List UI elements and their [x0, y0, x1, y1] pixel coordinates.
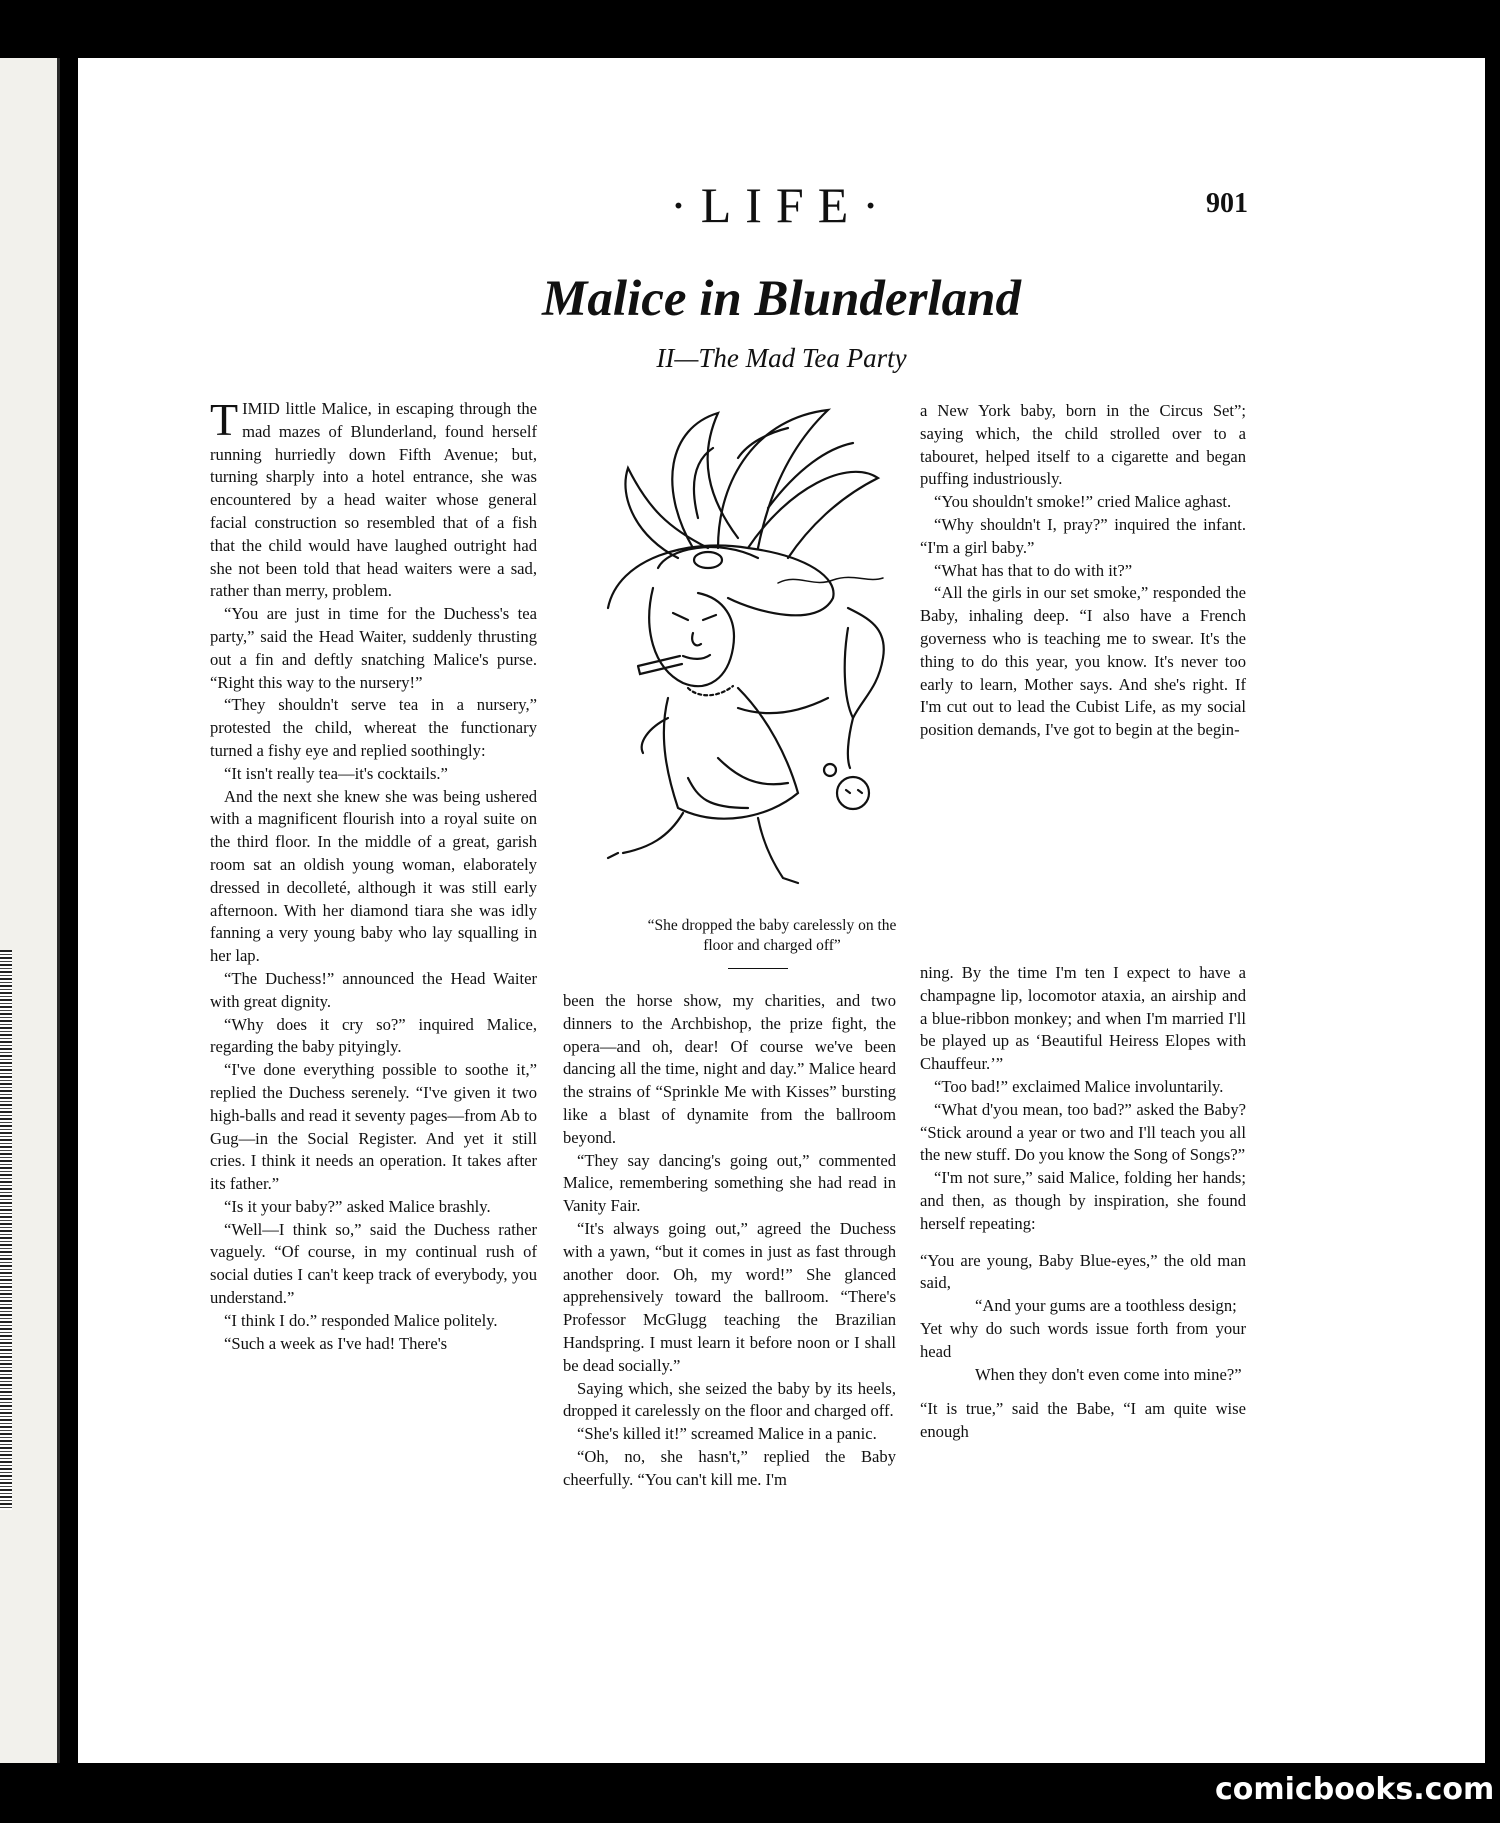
paragraph: “Too bad!” exclaimed Malice involuntarily.	[934, 1076, 1224, 1096]
watermark: comicbooks.com	[1215, 1772, 1495, 1807]
paragraph: “Well—I think so,” said the Duchess rather vaguely. “Of course, in my continual rush of social duties I can't keep track of everybody, you understand.”	[210, 1219, 537, 1308]
duchess-illustration	[598, 398, 898, 908]
column-3-bottom	[920, 962, 1246, 1444]
page-gutter	[57, 58, 60, 1763]
paragraph: “I think I do.” responded Malice politely.	[224, 1310, 498, 1330]
paragraph: “Such a week as I've had! There's	[224, 1333, 448, 1353]
verse-line: When they don't even come into mine?”	[975, 1364, 1242, 1384]
paragraph: “They say dancing's going out,” commented Malice, remembering something she had read in Vanity Fair.	[563, 1150, 896, 1216]
drop-cap: T	[210, 394, 239, 445]
verse-line: “You are young, Baby Blue-eyes,” the old man said,	[920, 1250, 1246, 1293]
paragraph: been the horse show, my charities, and two dinners to the Archbishop, the prize fight, the opera—and oh, dear! Of course we've been dancing all the time, night and day.” Malice heard the strains of “Sprinkle Me with Kisses” bursting like a blast of dynamite from the ballroom beyond.	[563, 991, 896, 1147]
opening-paragraph	[210, 394, 537, 603]
masthead	[78, 176, 1485, 234]
article-title: Malice in Blunderland	[542, 271, 1021, 327]
article-subtitle: II—The Mad Tea Party	[656, 343, 907, 373]
paragraph: “They shouldn't serve tea in a nursery,” protested the child, whereat the functionary turned a fishy eye and replied soothingly:	[210, 695, 537, 760]
opening-text: IMID little Malice, in escaping through the mad mazes of Blunderland, found herself running hurriedly down Fifth Avenue; but, turning sharply into a hotel entrance, she was encountered by a head waiter whose general facial construction so resembled that of a fish that the child would have laughed outright had she not been told that head waiters were a sad, rather than merry, problem.	[210, 399, 537, 601]
paragraph: Saying which, she seized the baby by its heels, dropped it carelessly on the floor and charged off.	[563, 1378, 896, 1421]
paragraph: “What d'you mean, too bad?” asked the Baby? “Stick around a year or two and I'll teach you all the new stuff. Do you know the Song of Songs?”	[920, 1099, 1246, 1165]
scan-ruler	[0, 950, 12, 1510]
masthead-dot-left: ·	[670, 177, 701, 233]
masthead-name: LIFE	[700, 177, 863, 233]
paragraph: “All the girls in our set smoke,” responded the Baby, inhaling deep. “I also have a French governess who is teaching me to swear. It's the thing to do this year, you know. It's never too early to learn, Mother says. And she's right. If I'm cut out to lead the Cubist Life, as my social position demands, I've got to begin at the begin-	[920, 583, 1246, 740]
column-2	[563, 990, 896, 1492]
paragraph: “What has that to do with it?”	[934, 560, 1133, 580]
caption-divider	[728, 968, 788, 969]
verse-line: Yet why do such words issue forth from your head	[920, 1318, 1246, 1361]
masthead-dot-right: ·	[862, 177, 893, 233]
paragraph: “I've done everything possible to soothe it,” replied the Duchess serenely. “I've given it two high-balls and read it seventy pages—from Ab to Gug—in the Social Register. And yet it still cries. I think it needs an operation. It takes after its father.”	[210, 1060, 537, 1194]
paragraph: a New York baby, born in the Circus Set”; saying which, the child strolled over to a tabouret, helped itself to a cigarette and began puffing industriously.	[920, 401, 1246, 489]
column-1	[210, 394, 537, 1355]
paragraph: “It isn't really tea—it's cocktails.”	[224, 763, 448, 783]
magazine-page	[78, 58, 1485, 1763]
paragraph: “You are just in time for the Duchess's tea party,” said the Head Waiter, suddenly thrusting out a fin and deftly snatching Malice's purse. “Right this way to the nursery!”	[210, 604, 537, 692]
paragraph: “Oh, no, she hasn't,” replied the Baby cheerfully. “You can't kill me. I'm	[563, 1446, 896, 1489]
verse-line: “And your gums are a toothless design;	[975, 1296, 1237, 1316]
illustration-caption: “She dropped the baby carelessly on the floor and charged off”	[647, 917, 897, 954]
paragraph: “Why shouldn't I, pray?” inquired the infant. “I'm a girl baby.”	[920, 514, 1246, 557]
paragraph: “Is it your baby?” asked Malice brashly.	[224, 1196, 491, 1216]
paragraph: “I'm not sure,” said Malice, folding her hands; and then, as though by inspiration, she found herself repeating:	[920, 1168, 1246, 1233]
paragraph: “She's killed it!” screamed Malice in a panic.	[577, 1424, 877, 1444]
column-3-top	[920, 400, 1246, 742]
paragraph: “You shouldn't smoke!” cried Malice aghast.	[934, 492, 1232, 512]
paragraph: “Why does it cry so?” inquired Malice, regarding the baby pityingly.	[210, 1014, 537, 1057]
paragraph: “It is true,” said the Babe, “I am quite wise enough	[920, 1399, 1246, 1442]
paragraph: “The Duchess!” announced the Head Waiter with great dignity.	[210, 968, 537, 1011]
paragraph: “It's always going out,” agreed the Duchess with a yawn, “but it comes in just as fast through another door. Oh, my word!” She glanced apprehensively toward the ballroom. “There's Professor McGlugg teaching the Brazilian Handspring. I must learn it before noon or I shall be dead socially.”	[563, 1218, 896, 1375]
paragraph: And the next she knew she was being ushered with a magnificent flourish into a royal suite on the third floor. In the middle of a great, garish room sat an oldish young woman, elaborately dressed in decolleté, although it was still early afternoon. With her diamond tiara she was idly fanning a very young baby who lay squalling in her lap.	[210, 786, 537, 966]
verse	[920, 1250, 1246, 1387]
page-number: 901	[1206, 188, 1248, 219]
paragraph: ning. By the time I'm ten I expect to have a champagne lip, locomotor ataxia, an airship and a blue-ribbon monkey; and when I'm married I'll be played up as ‘Beautiful Heiress Elopes with Chauffeur.’”	[920, 963, 1246, 1074]
